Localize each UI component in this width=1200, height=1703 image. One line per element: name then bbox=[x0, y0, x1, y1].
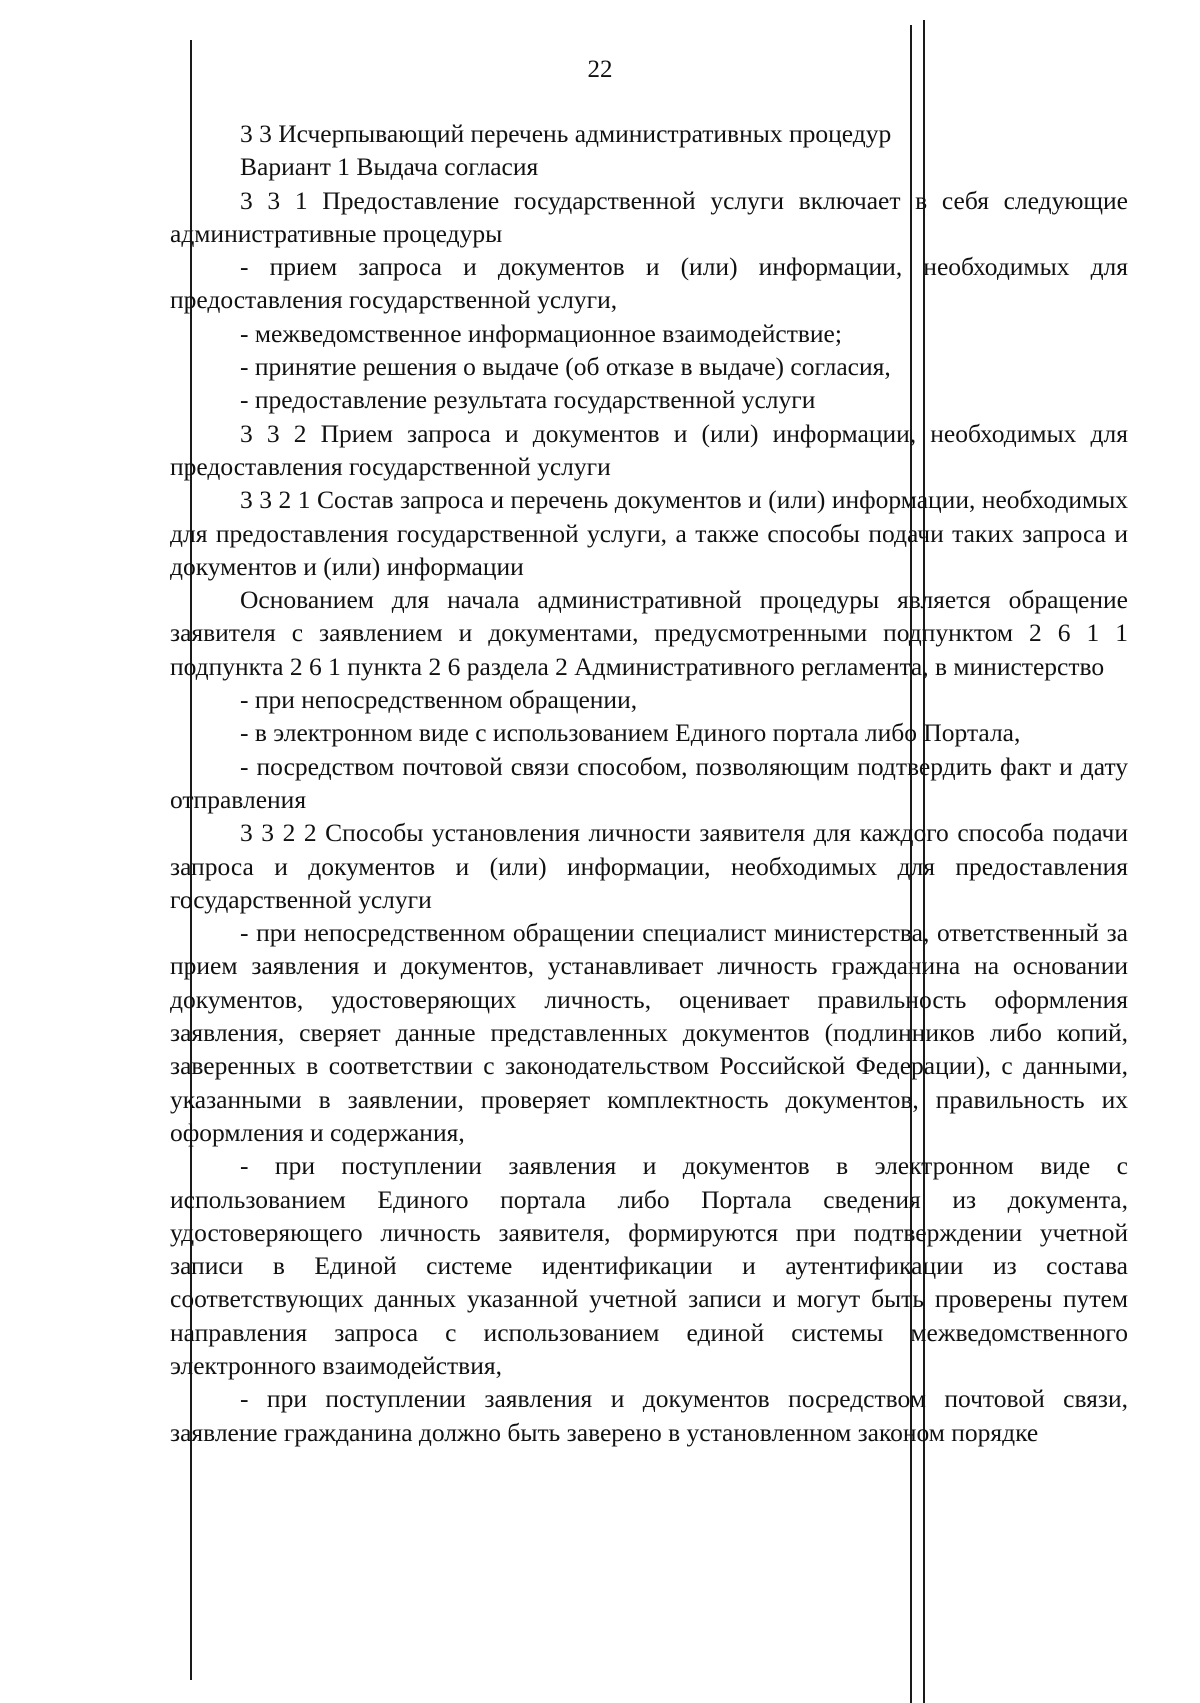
paragraph-3-3-2-2: 3 3 2 2 Способы установления личности заявителя для каждого способа подачи запроса и документов и (или) информации, необходимых для предоставления государственной услуги bbox=[170, 818, 1128, 914]
list-item-identity-3: - при поступлении заявления и документов посредством почтовой связи, заявление гражданина должно быть заверено в установленном законом порядке bbox=[170, 1384, 1128, 1447]
section-heading: 3 3 Исчерпывающий перечень административных процедур bbox=[240, 119, 892, 148]
paragraph-3-3-2-1: 3 3 2 1 Состав запроса и перечень документов и (или) информации, необходимых для предоставления государственной услуги, а также способы подачи таких запроса и документов и (или) информации bbox=[170, 485, 1128, 581]
list-item-procedure-2: - межведомственное информационное взаимодействие; bbox=[240, 318, 842, 348]
list-item-channel-2: - в электронном виде с использованием Единого портала либо Портала, bbox=[240, 718, 1021, 748]
variant-heading: Вариант 1 Выдача согласия bbox=[240, 152, 539, 182]
document-body bbox=[170, 117, 1128, 1449]
list-item-procedure-3: - принятие решения о выдаче (об отказе в выдаче) согласия, bbox=[240, 352, 891, 382]
list-item-procedure-1: - прием запроса и документов и (или) информации, необходимых для предоставления государственной услуги, bbox=[170, 252, 1128, 315]
list-item-channel-1: - при непосредственном обращении, bbox=[240, 685, 638, 715]
list-item-channel-3: - посредством почтовой связи способом, позволяющим подтвердить факт и дату отправления bbox=[170, 751, 1128, 814]
paragraph-basis: Основанием для начала административной процедуры является обращение заявителя с заявлением и документами, предусмотренными подпунктом 2 6 1 1 подпункта 2 6 1 пункта 2 6 раздела 2 Административного регламента, в министерство bbox=[170, 585, 1128, 681]
list-item-identity-1: - при непосредственном обращении специалист министерства, ответственный за прием заявления и документов, устанавливает личность гражданина на основании документов, удостоверяющих личность, оценивает правильность оформления заявления, сверяет данные представленных документов (подлинников либо копий, заверенных в соответствии с законодательством Российской Федерации), с данными, указанными в заявлении, проверяет комплектность документов, правильность их оформления и содержания, bbox=[170, 918, 1128, 1147]
page-number: 22 bbox=[587, 56, 613, 83]
paragraph-3-3-2: 3 3 2 Прием запроса и документов и (или) информации, необходимых для предоставления государственной услуги bbox=[170, 418, 1128, 481]
list-item-procedure-4: - предоставление результата государственной услуги bbox=[240, 385, 816, 415]
list-item-identity-2: - при поступлении заявления и документов в электронном виде с использованием Единого портала либо Портала сведения из документа, удостоверяющего личность заявителя, формируются при подтверждении учетной записи в Единой системе идентификации и аутентификации из состава соответствующих данных указанной учетной записи и могут быть проверены путем направления запроса с использованием единой системы межведомственного электронного взаимодействия, bbox=[170, 1151, 1128, 1380]
paragraph-3-3-1: 3 3 1 Предоставление государственной услуги включает в себя следующие административные процедуры bbox=[170, 185, 1128, 248]
